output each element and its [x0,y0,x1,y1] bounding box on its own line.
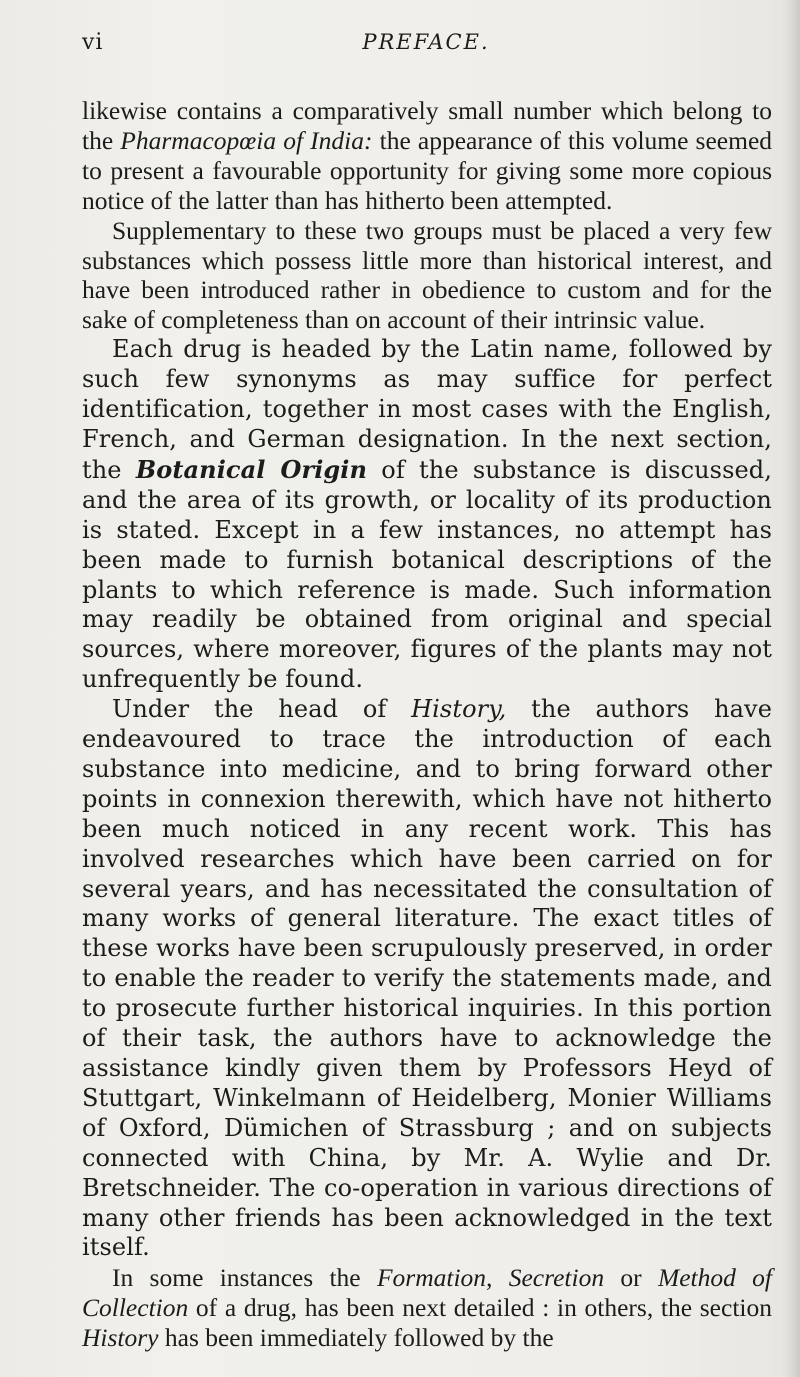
text-run: has been immediately followed by the [158,1323,554,1353]
paragraph [82,695,772,1263]
page-number: vi [82,30,104,55]
emphasis-text: History, [411,695,507,724]
text-run: of the substance is discussed, and the area of its growth, or locality of its production is stated. Except in a few instances, no attempt has been made to furnish botanical descriptions of the plants to which reference is made. Such information may readily be obtained from original and special sources, where moreover, figures of the plants may not unfrequently be found. [82,455,772,694]
page-header [82,30,770,70]
emphasis-text: History [82,1323,159,1353]
text-run: of a drug, has been next detailed : in others, the section [188,1293,772,1323]
text-run: In some instances the [112,1263,377,1293]
paragraph [82,216,772,336]
text-run: Supplementary to these two groups must be placed a very few substances which possess little more than historical interest, and have been introduced rather in obedience to custom and for the sake of completeness than on account of their intrinsic value. [82,215,772,335]
paragraph [82,335,772,695]
page-edge-shadow [782,0,800,1377]
text-run: Each drug is headed by the Latin name, followed by such few synonyms as may suffice for perfect identification, together in most cases with the English, French, and German designation. In the next section, the [82,335,772,484]
text-run: or [604,1263,658,1293]
text-run: the authors have endeavoured to trace the introduction of each substance into medicine, and to bring forward other points in connexion therewith, which have not hitherto been much noticed in any recent work. This has involved researches which have been carried on for several years, and has necessitated the consultation of many works of general literature. The exact titles of these works have been scrupulously preserved, in order to enable the reader to verify the statements made, and to prosecute further historical inquiries. In this portion of their task, the authors have to acknowledge the assistance kindly given them by Professors Heyd of Stuttgart, Winkelmann of Heidelberg, Monier Williams of Oxford, Dümichen of Strassburg ; and on subjects connected with China, by Mr. A. Wylie and Dr. Bretschneider. The co-operation in various directions of many other friends has been acknowledged in the text itself. [82,695,772,1262]
running-head: PREFACE. [362,30,490,54]
text-run: the appearance of this volume seemed to present a favourable opportunity for giving some more copious notice of the latter than has hitherto been attempted. [82,125,773,215]
paragraph [82,96,772,216]
text-run: Under the head of [112,695,412,724]
text-run: likewise contains a comparatively small number which belong to the [82,96,772,155]
body-text [82,96,772,1353]
emphasis-text: Pharmacopœia of India: [120,125,373,155]
paragraph [82,1263,772,1353]
emphasis-text: Formation, Secretion [376,1263,605,1293]
emphasis-text: Botanical Origin [135,454,368,484]
emphasis-text: Method of Collection [82,1263,772,1323]
